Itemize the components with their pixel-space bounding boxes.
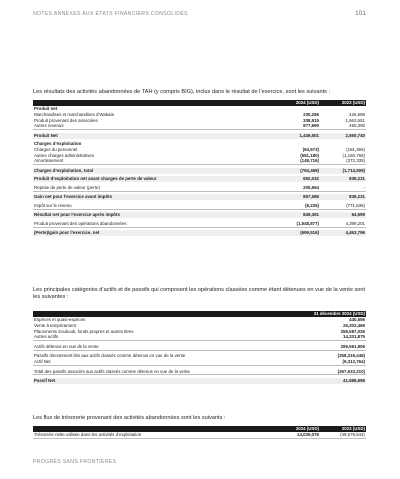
- value-2024: 205,554: [274, 185, 320, 191]
- header-col-2023: 2023 (USD): [320, 426, 366, 432]
- value-2024: (148,716): [274, 158, 320, 164]
- value-2023: 1,663,651: [345, 117, 365, 123]
- row-label: Marchandises et marchandises d’Wakala: [34, 111, 114, 117]
- row-label: Autres actifs: [33, 334, 284, 340]
- row-label: Produit d’exploitation net avant charges de perte de valeur: [33, 176, 274, 182]
- table-body: [33, 317, 366, 384]
- value-2023: (771,636): [320, 203, 366, 209]
- row-label: Autres charges administratives: [34, 152, 95, 158]
- cash-flows-table: [33, 426, 366, 439]
- value-dec-2024: 26,202,469: [343, 322, 365, 328]
- running-footer: PROGRÈS SANS FRONTIÈRES: [33, 459, 117, 465]
- value-2024: (551,180): [300, 152, 319, 158]
- value-2024: 1,446,501: [274, 133, 320, 139]
- value-dec-2024: 440,556: [349, 317, 365, 323]
- value-2024: (94,573): [302, 147, 319, 153]
- row-label: Charges d’exploitation: [34, 141, 82, 147]
- table-row: [33, 378, 366, 384]
- value-dec-2024: (258,319,446): [337, 353, 365, 359]
- header-col-2023: 2023 (USD): [320, 100, 366, 106]
- intro-cash-flows: Les flux de trésorerie provenant des activités abandonnées sont les suivants :: [33, 415, 226, 421]
- row-label: Autres revenus: [33, 123, 274, 129]
- row-label: Produit provenant des associées: [34, 117, 98, 123]
- table-body: [33, 106, 366, 236]
- value-2024: (794,469): [274, 168, 320, 174]
- row-label: Espèces et quasi-espèces: [34, 317, 86, 323]
- row-label: (Perte)/gain pour l’exercice, net: [33, 230, 274, 236]
- row-label: Produit net: [34, 106, 58, 112]
- value-2024: 230,296: [303, 111, 319, 117]
- row-label: Produit Net: [33, 133, 274, 139]
- discontinued-results-table: [33, 100, 366, 236]
- value-2024: (699,516): [274, 230, 320, 236]
- row-label: Gain net pour l’exercice avant impôts: [33, 194, 274, 200]
- value-2024: 849,361: [274, 212, 320, 218]
- value-dec-2024: 299,561,906: [284, 344, 366, 350]
- row-label: Trésorerie nette utilisée dans les activités d’exploitation: [33, 432, 274, 438]
- value-2023: (372,335): [320, 158, 366, 164]
- value-2023: 460,390: [320, 123, 366, 129]
- row-label: Amortissement: [33, 158, 274, 164]
- value-2023: (1,714,509): [320, 168, 366, 174]
- row-label: Actifs détenus en vue de la vente: [33, 344, 284, 350]
- value-2023: (1,160,766): [342, 152, 365, 158]
- value-2023: (181,366): [346, 147, 365, 153]
- value-2024: (8,225): [274, 203, 320, 209]
- row-label: Vente à tempérament: [34, 322, 76, 328]
- row-label: Produit provenant des opérations abandonnées: [33, 221, 274, 227]
- row-label: Placements Soukouk, fonds propres et autres titres: [34, 328, 134, 334]
- page-number: 101: [355, 10, 366, 17]
- row-label: Actif Net: [33, 359, 284, 365]
- value-2023: 2,550,740: [320, 133, 366, 139]
- held-for-sale-table: [33, 311, 366, 384]
- row-label: Charges du personnel: [34, 147, 78, 153]
- value-2023: 426,689: [349, 111, 365, 117]
- table-row: [33, 230, 366, 236]
- value-2023: 836,231: [320, 176, 366, 182]
- row-label: Reprise de perte de valeur (perte): [33, 185, 274, 191]
- row-label: Passif Net: [33, 378, 284, 384]
- value-2023: 4,463,796: [320, 230, 366, 236]
- table-row: [33, 432, 366, 438]
- value-dec-2024: (9,313,764): [284, 359, 366, 365]
- running-header: NOTES ANNEXES AUX ÉTATS FINANCIERS CONSOLIDÉS: [33, 11, 188, 17]
- value-dec-2024: 41,588,696: [284, 378, 366, 384]
- row-label: Passifs directement liés aux actifs classés comme détenus en vue de la vente: [34, 353, 186, 359]
- value-2023: -: [320, 185, 366, 191]
- value-dec-2024: 258,587,026: [340, 328, 365, 334]
- header-col-dec-2024: 31 décembre 2024 (USD): [284, 311, 366, 317]
- header-col-2024: 2024 (USD): [274, 426, 320, 432]
- value-2023: (49,579,544): [320, 432, 366, 438]
- row-label: Total des passifs associés aux actifs classés comme détenus en vue de la vente: [33, 369, 284, 375]
- intro-held-for-sale: Les principales catégories d’actifs et de passifs qui composent les opérations classées comme étant détenues en vue de la vente sont les suivantes :: [33, 287, 366, 300]
- row-label: Charges d’exploitation, total: [33, 168, 274, 174]
- value-2024: (1,548,877): [274, 221, 320, 227]
- value-2023: 836,231: [320, 194, 366, 200]
- value-2024: 877,690: [274, 123, 320, 129]
- value-dec-2024: (267,633,210): [284, 369, 366, 375]
- row-label: Impôt sur le revenu: [33, 203, 274, 209]
- intro-discontinued-results: Les résultats des activités abandonnées de TAH (y compris BIG), inclus dans le résultat de l’exercice, sont les suivants :: [33, 89, 331, 95]
- value-2023: 4,399,201: [320, 221, 366, 227]
- value-2024: 14,035,076: [274, 432, 320, 438]
- header-col-2024: 2024 (USD): [274, 100, 320, 106]
- value-2024: 652,032: [274, 176, 320, 182]
- table-body: [33, 432, 366, 438]
- value-2024: 857,586: [274, 194, 320, 200]
- value-2024: 338,515: [303, 117, 319, 123]
- row-label: Résultat net pour l’exercice après impôts: [33, 212, 274, 218]
- value-2023: 64,595: [320, 212, 366, 218]
- value-dec-2024: 14,331,875: [284, 334, 366, 340]
